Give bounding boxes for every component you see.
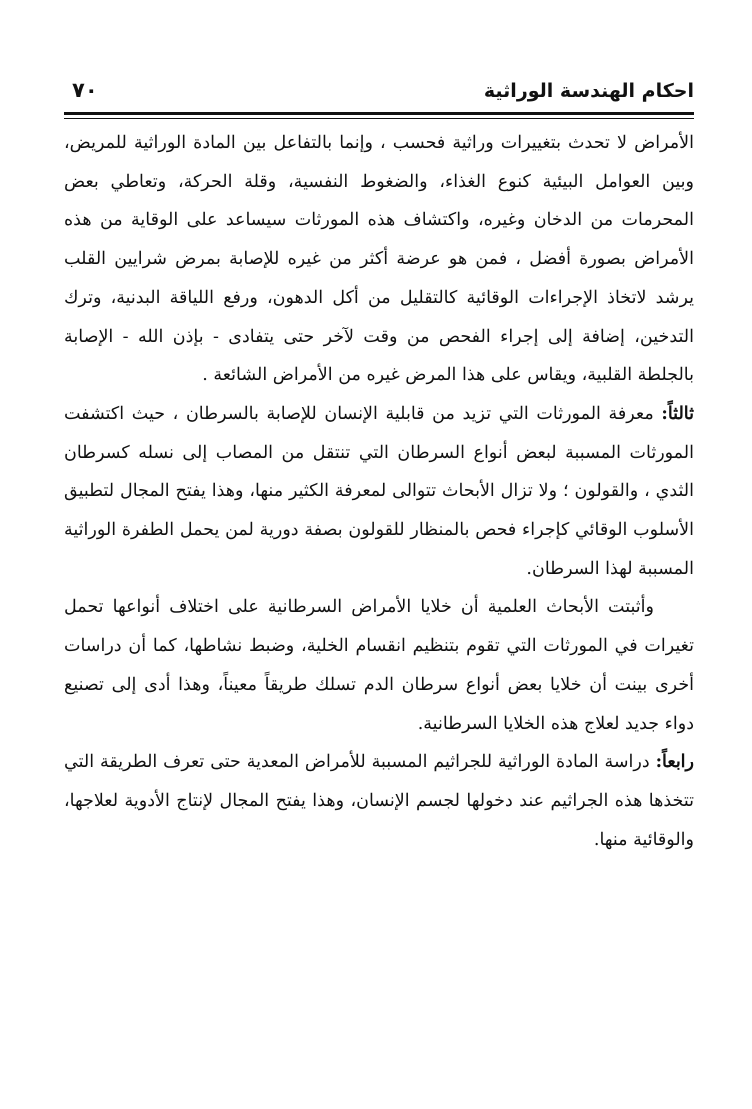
fourth-point-label: رابعاً: [655,752,694,773]
page-body [64,124,694,859]
third-point-text: معرفة المورثات التي تزيد من قابلية الإنسان للإصابة بالسرطان ، حيث اكتشفت المورثات المسببة لبعض أنواع السرطان التي تنتقل من المصاب إلى نسله كسرطان الثدي ، والقولون ؛ ولا تزال الأبحاث تتوالى لمعرفة الكثير منها، وهذا يفتح المجال لتطبيق الأسلوب الوقائي كإجراء فحص بالمنظار للقولون بصفة دورية لمن يحمل الطفرة الوراثية المسببة لهذا السرطان. [64,403,694,579]
paragraph-third-point [64,395,694,589]
paragraph-cancer-research: وأثبتت الأبحاث العلمية أن خلايا الأمراض السرطانية على اختلاف أنواعها تحمل تغيرات في المورثات التي تقوم بتنظيم انقسام الخلية، وضبط نشاطها، كما أن دراسات أخرى بينت أن خلايا بعض أنواع سرطان الدم تسلك طريقاً معيناً، وهذا أدى إلى تصنيع دواء جديد لعلاج هذه الخلايا السرطانية. [64,597,694,734]
paragraph-continuation: الأمراض لا تحدث بتغييرات وراثية فحسب ، وإنما بالتفاعل بين المادة الوراثية للمريض، وبين العوامل البيئية كنوع الغذاء، والضغوط النفسية، وقلة الحركة، وتعاطي بعض المحرمات من الدخان وغيره، واكتشاف هذه المورثات سيساعد على الوقاية من هذه الأمراض بصورة أفضل ، فمن هو عرضة أكثر من غيره للإصابة بمرض شرايين القلب يرشد لاتخاذ الإجراءات الوقائية كالتقليل من أكل الدهون، ورفع اللياقة البدنية، وترك التدخين، إضافة إلى إجراء الفحص من وقت لآخر حتى يتفادى - بإذن الله - الإصابة بالجلطة القلبية، ويقاس على هذا المرض غيره من الأمراض الشائعة . [64,133,694,386]
paragraph-fourth-point [64,743,694,859]
fourth-point-text: دراسة المادة الوراثية للجراثيم المسببة للأمراض المعدية حتى تعرف الطريقة التي تتخذها هذه الجراثيم عند دخولها لجسم الإنسان، وهذا يفتح المجال لإنتاج الأدوية لعلاجها، والوقائية منها. [64,752,694,850]
book-title: احكام الهندسة الوراثية [483,80,694,102]
page-header [64,78,694,108]
third-point-label: ثالثاً: [661,403,694,424]
header-rule-thin [64,118,694,119]
header-rule-thick [64,112,694,115]
page-number: ٧٠ [72,78,98,102]
